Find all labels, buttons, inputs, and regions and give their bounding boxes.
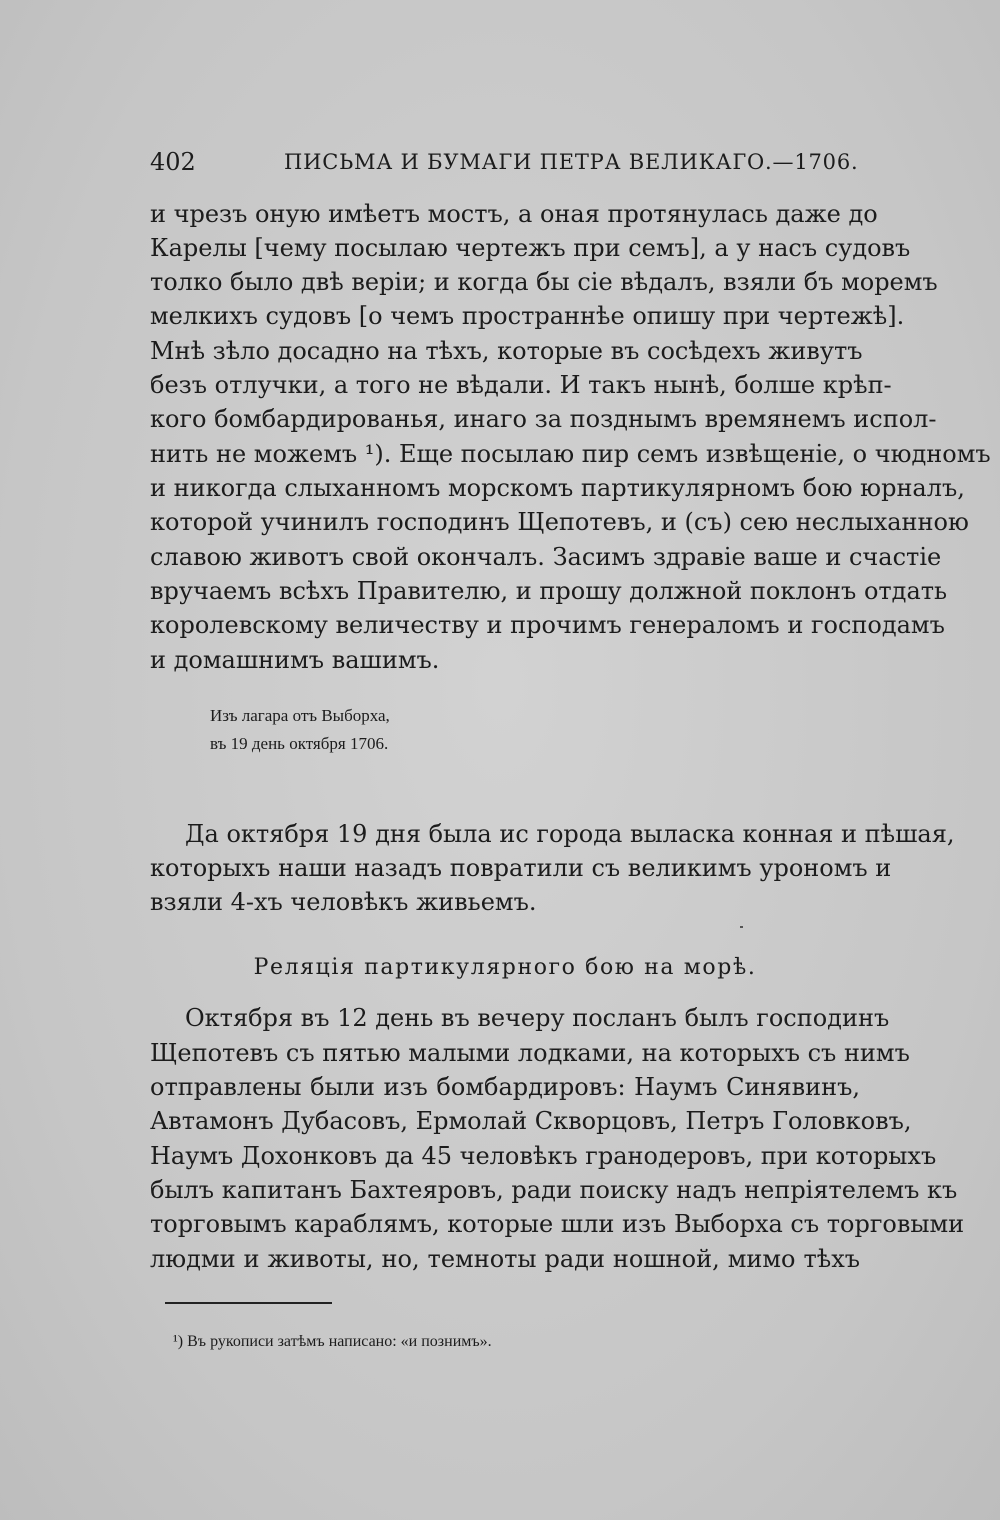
relation-line: торговымъ караблямъ, которые шли изъ Выборха съ торговыми — [150, 1210, 965, 1238]
relation-line: отправлены были изъ бомбардировъ: Наумъ Синявинъ, — [150, 1073, 860, 1101]
letter-line: Мнѣ зѣло досадно на тѣхъ, которые въ сосѣдехъ живутъ — [150, 337, 863, 365]
letter-line: и чрезъ оную имѣетъ мостъ, а оная протянулась даже до — [150, 200, 878, 228]
letter-line: вручаемъ всѣхъ Правителю, и прошу должной поклонъ отдать — [150, 577, 948, 605]
page-number: 402 — [150, 148, 196, 176]
relation-line: Щепотевъ съ пятью малыми лодками, на которыхъ съ нимъ — [150, 1039, 910, 1067]
letter-line: королевскому величеству и прочимъ генераломъ и господамъ — [150, 611, 945, 639]
postscript-line: которыхъ наши назадъ повратили съ великимъ урономъ и — [150, 854, 892, 882]
print-speck — [740, 926, 743, 928]
letter-line: и домашнимъ вашимъ. — [150, 646, 440, 674]
relation-line: Автамонъ Дубасовъ, Ермолай Скворцовъ, Петръ Головковъ, — [150, 1107, 912, 1135]
section-heading: Реляція партикулярного бою на морѣ. — [253, 955, 757, 980]
relation-line: былъ капитанъ Бахтеяровъ, ради поиску надъ непріятелемъ къ — [150, 1176, 958, 1204]
letter-line: кого бомбардированья, инаго за позднымъ времянемъ испол- — [150, 405, 937, 433]
letter-line: безъ отлучки, а того не вѣдали. И такъ нынѣ, болше крѣп- — [150, 371, 892, 399]
letter-line: толко было двѣ веріи; и когда бы сіе вѣдалъ, взяли бъ моремъ — [150, 268, 938, 296]
postscript-line: Да октября 19 дня была ис города выласка конная и пѣшая, — [185, 820, 955, 848]
letter-line: мелкихъ судовъ [о чемъ пространнѣе опишу при чертежѣ]. — [150, 302, 905, 330]
letter-line: нить не можемъ ¹). Еще посылаю пир семъ извѣщеніе, о чюдномъ — [150, 440, 991, 468]
signature-line: въ 19 день октября 1706. — [210, 734, 389, 753]
footnote-divider — [165, 1302, 332, 1304]
letter-line: которой учинилъ господинъ Щепотевъ, и (съ) сею неслыханною — [150, 508, 969, 536]
signature-line: Изъ лагара отъ Выборха, — [210, 706, 390, 725]
letter-line: славою животъ свой окончалъ. Засимъ здравіе ваше и счастіе — [150, 543, 942, 571]
postscript-line: взяли 4-хъ человѣкъ живьемъ. — [150, 888, 537, 916]
letter-line: Карелы [чему посылаю чертежъ при семъ], а у насъ судовъ — [150, 234, 911, 262]
running-title: ПИСЬМА И БУМАГИ ПЕТРА ВЕЛИКАГО.—1706. — [284, 150, 859, 174]
relation-line: Октября въ 12 день въ вечеру посланъ былъ господинъ — [185, 1004, 890, 1032]
letter-line: и никогда слыханномъ морскомъ партикулярномъ бою юрналъ, — [150, 474, 965, 502]
relation-line: людми и животы, но, темноты ради ношной, мимо тѣхъ — [150, 1245, 860, 1273]
page-header — [150, 148, 859, 180]
footnote: ¹) Въ рукописи затѣмъ написано: «и познимъ». — [173, 1333, 492, 1350]
relation-line: Наумъ Дохонковъ да 45 человѣкъ гранодеровъ, при которыхъ — [150, 1142, 937, 1170]
